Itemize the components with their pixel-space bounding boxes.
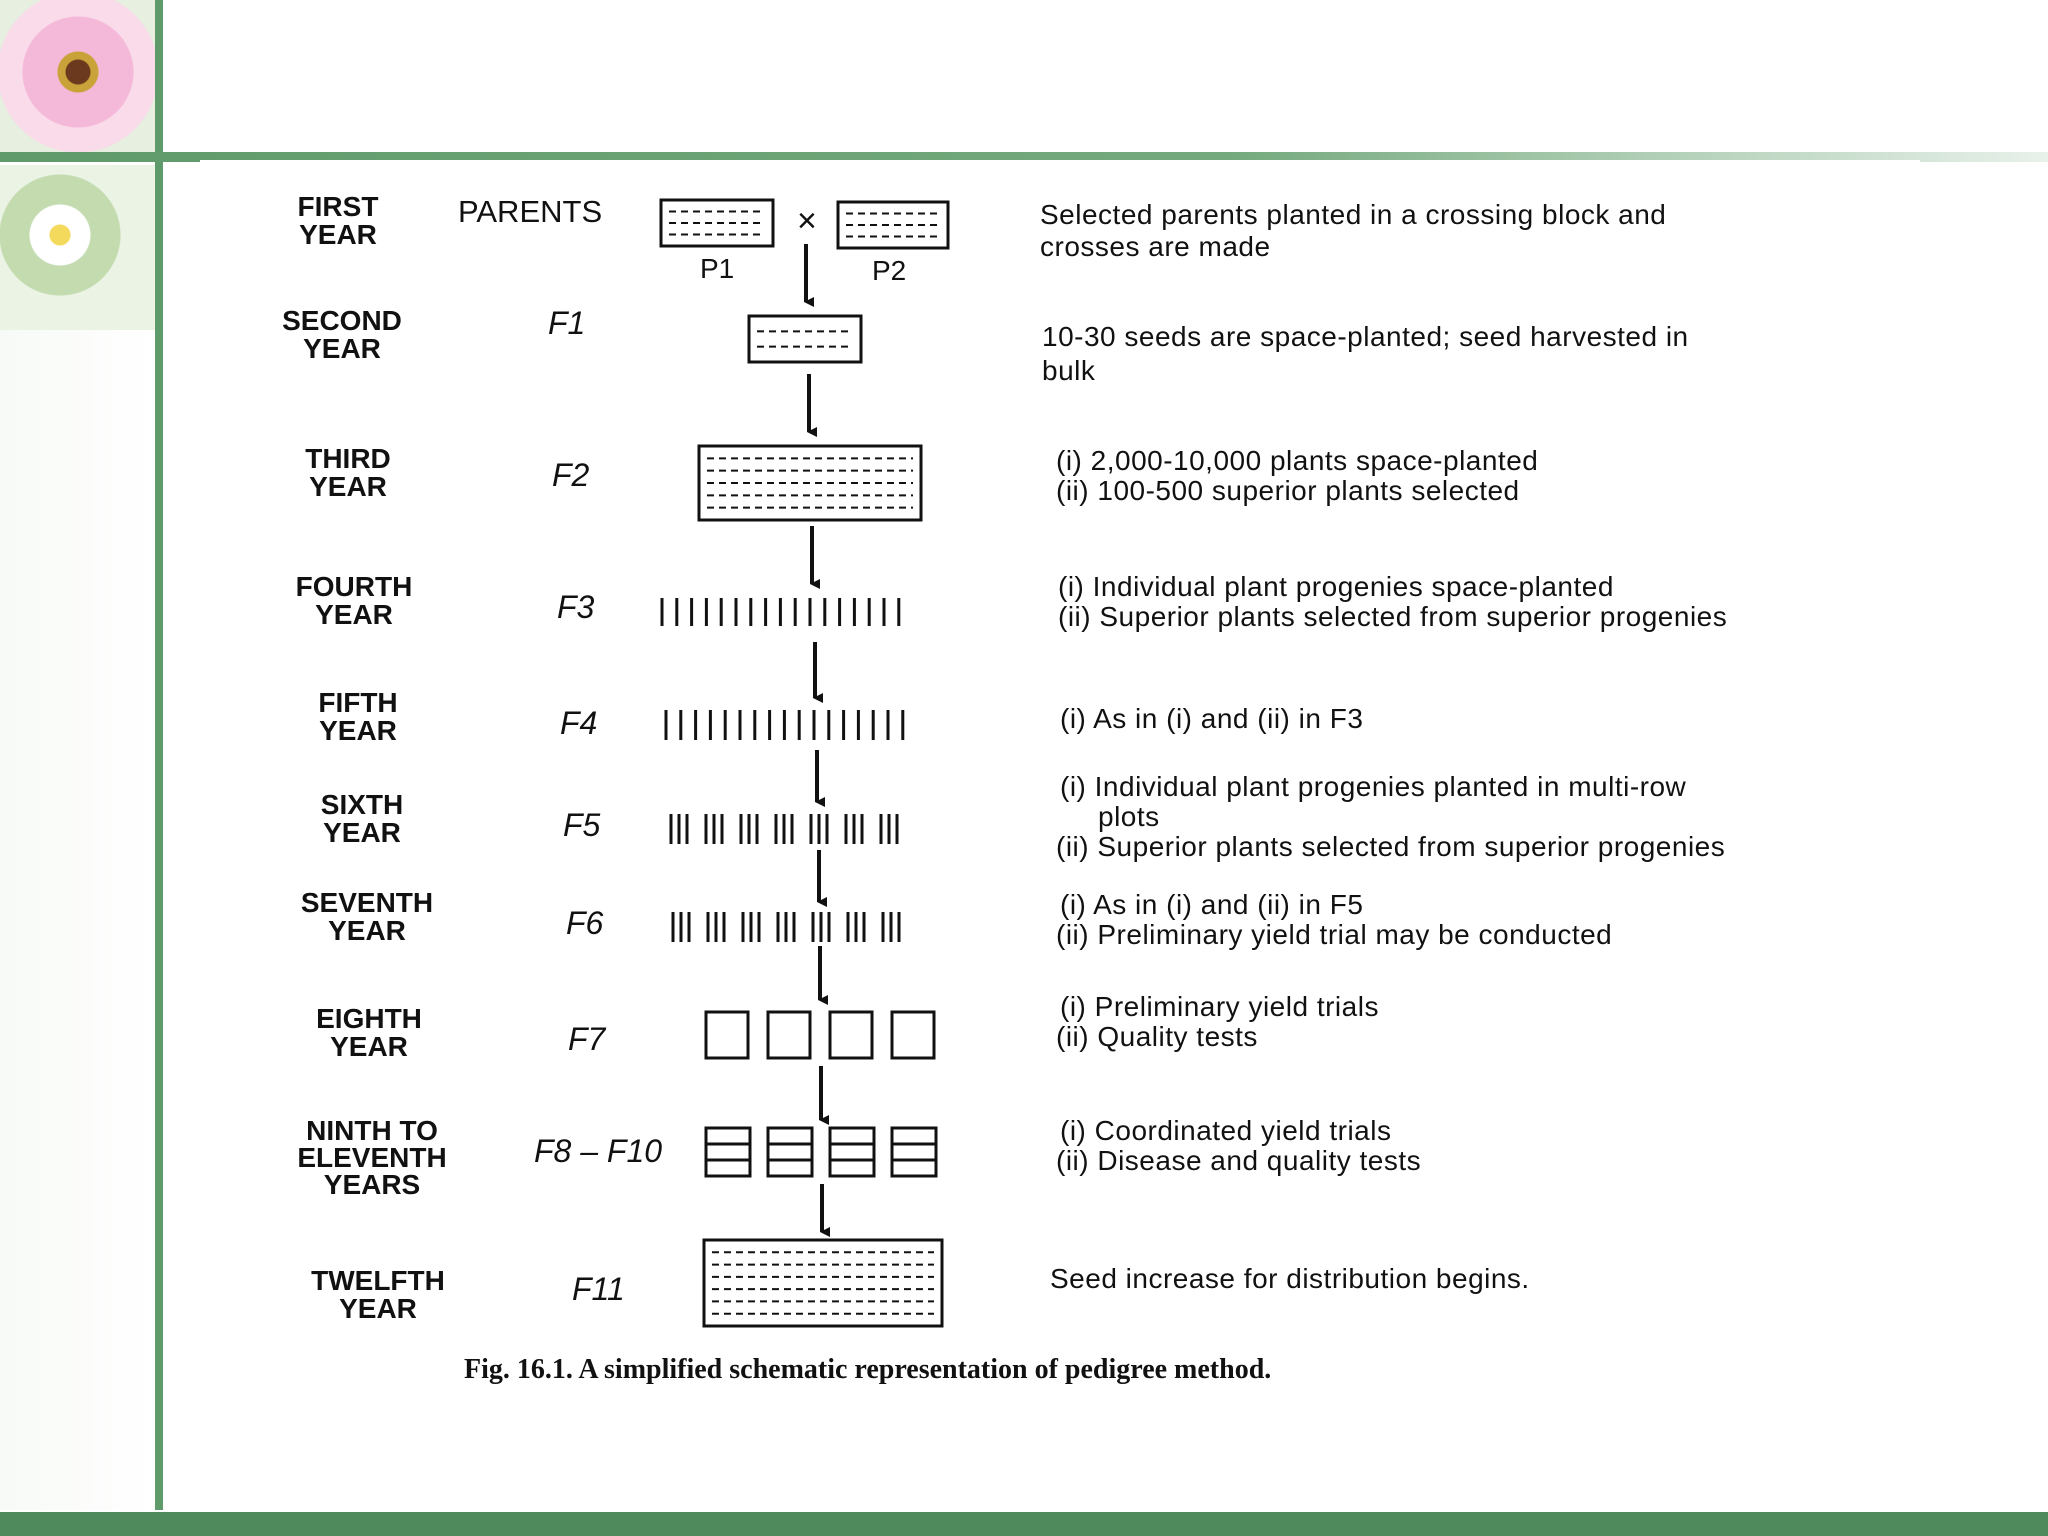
- year-label-1: FIRST YEAR: [297, 191, 379, 250]
- generation-label-f6: F6: [566, 905, 604, 941]
- f1-plot: [749, 316, 861, 362]
- replicated-plot: [706, 1128, 750, 1176]
- replicated-plot: [830, 1128, 874, 1176]
- generation-label-f1: F1: [548, 305, 586, 341]
- generation-label-f2: F2: [552, 457, 590, 493]
- year-label-7: SEVENTH YEAR: [300, 887, 434, 946]
- parents-label: PARENTS: [458, 194, 603, 229]
- f11-plot-dashes: [712, 1252, 934, 1313]
- f7-plot: [892, 1012, 934, 1058]
- description-8: (i) Preliminary yield trials (ii) Quality tests: [1056, 991, 1379, 1052]
- description-3: (i) 2,000-10,000 plants space-planted (ii) 100-500 superior plants selected: [1056, 445, 1539, 506]
- figure-caption: Fig. 16.1. A simplified schematic representation of pedigree method.: [464, 1354, 1272, 1385]
- description-2: 10-30 seeds are space-planted; seed harvested in bulk: [1042, 321, 1689, 386]
- bottom-green-bar: [0, 1512, 2048, 1536]
- parent-plot-p1-dashes: [669, 212, 765, 235]
- replicated-plot: [768, 1128, 812, 1176]
- generation-label-f7: F7: [568, 1021, 606, 1057]
- figure-panel: [200, 160, 1920, 1410]
- f2-plot-dashes: [707, 458, 913, 507]
- f5-multirow-plots: [671, 814, 897, 844]
- f7-plot: [768, 1012, 810, 1058]
- year-label-2: SECOND YEAR: [282, 305, 402, 364]
- cross-symbol: ×: [797, 202, 817, 240]
- f1-plot-dashes: [757, 331, 853, 346]
- description-1: Selected parents planted in a crossing block and crosses are made: [1040, 199, 1667, 262]
- f7-plot: [706, 1012, 748, 1058]
- f8-f10-replicated-plots: [706, 1128, 936, 1176]
- description-5: (i) As in (i) and (ii) in F3: [1060, 703, 1364, 734]
- year-label-9: NINTH TO ELEVENTH YEARS: [297, 1115, 447, 1200]
- generation-label-f5: F5: [563, 807, 601, 843]
- f7-yield-plots: [706, 1012, 934, 1058]
- f4-progeny-rows: [666, 710, 903, 740]
- f7-plot: [830, 1012, 872, 1058]
- year-label-10: TWELFTH YEAR: [311, 1265, 445, 1324]
- parent-label-p2: P2: [872, 255, 907, 286]
- description-10: Seed increase for distribution begins.: [1050, 1263, 1530, 1294]
- description-6: (i) Individual plant progenies planted in multi-row plots (ii) Superior plants selected from superior progenies: [1056, 771, 1726, 862]
- year-label-5: FIFTH YEAR: [318, 687, 398, 746]
- flower-photo-decoration: [0, 0, 155, 155]
- generation-label-f8-f10: F8 – F10: [534, 1133, 663, 1169]
- vertical-green-bar: [155, 0, 163, 1510]
- pedigree-diagram: [200, 160, 1920, 1410]
- f3-progeny-rows: [662, 598, 899, 626]
- generation-label-f4: F4: [560, 705, 598, 741]
- parent-plot-p2-dashes: [846, 214, 940, 237]
- generation-label-f3: F3: [557, 589, 595, 625]
- description-9: (i) Coordinated yield trials (ii) Disease and quality tests: [1056, 1115, 1422, 1176]
- year-label-4: FOURTH YEAR: [295, 571, 413, 630]
- daisy-photo-decoration: [0, 165, 155, 335]
- f6-multirow-plots: [673, 912, 899, 942]
- left-margin-decoration: [0, 330, 155, 1510]
- year-label-6: SIXTH YEAR: [320, 789, 404, 848]
- replicated-plot: [892, 1128, 936, 1176]
- description-7: (i) As in (i) and (ii) in F5 (ii) Preliminary yield trial may be conducted: [1056, 889, 1613, 950]
- parent-label-p1: P1: [700, 253, 735, 284]
- year-label-3: THIRD YEAR: [305, 443, 391, 502]
- generation-label-f11: F11: [572, 1271, 625, 1307]
- year-label-8: EIGHTH YEAR: [316, 1003, 422, 1062]
- description-4: (i) Individual plant progenies space-planted (ii) Superior plants selected from superior progenies: [1058, 571, 1728, 632]
